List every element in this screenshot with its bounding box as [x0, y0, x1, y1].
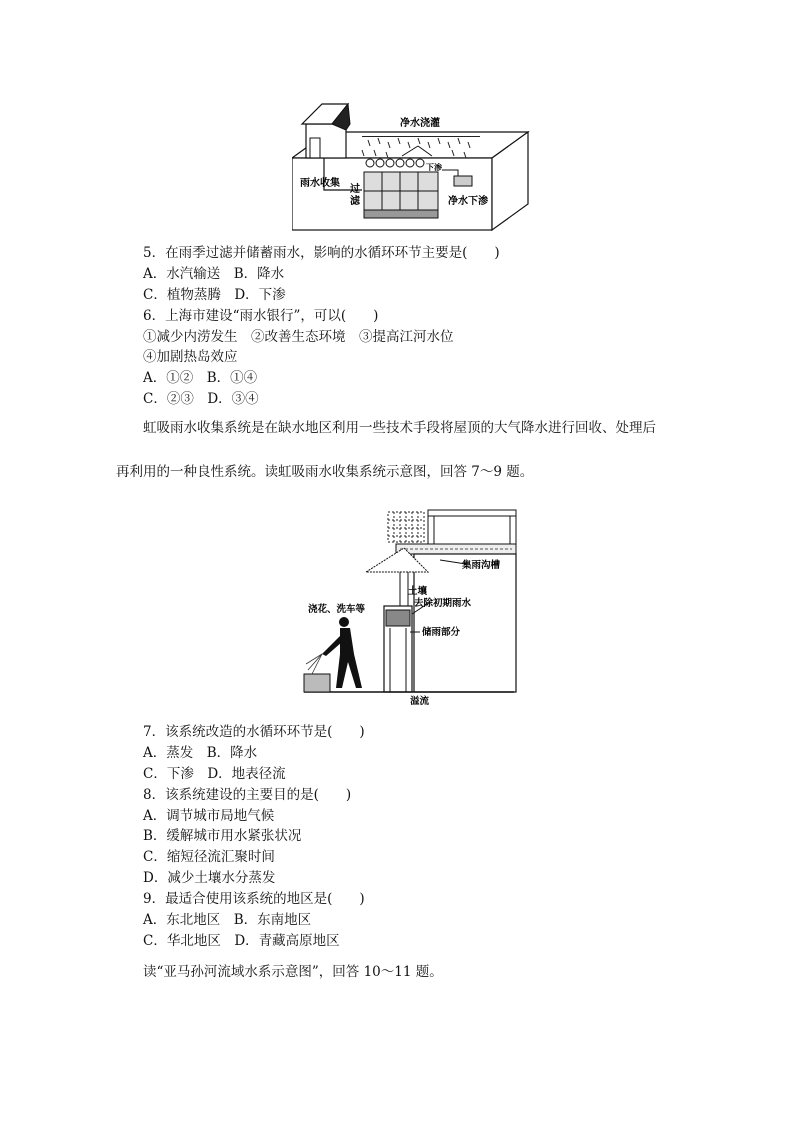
q6-items-2: ④加剧热岛效应	[143, 349, 238, 365]
siphon-rain-diagram	[300, 502, 520, 706]
q5-stem: 5．在雨季过滤并储蓄雨水，影响的水循环环节主要是( )	[143, 245, 500, 261]
q8-stem: 8．该系统建设的主要目的是( )	[143, 787, 352, 803]
label-overflow: 溢流	[410, 696, 430, 706]
label-seep-small: 下渗	[426, 163, 442, 172]
label-filter-2: 滤	[350, 196, 360, 207]
rain-bank-diagram	[292, 100, 532, 232]
label-collect: 雨水收集	[300, 178, 340, 189]
label-seep: 净水下渗	[448, 196, 488, 207]
q8-option-b: B．缓解城市用水紧张状况	[143, 828, 302, 844]
q7-options-2: C．下渗 D．地表径流	[143, 766, 286, 782]
q8-option-a: A．调节城市局地气候	[143, 808, 275, 824]
q9-options-1: A．东北地区 B．东南地区	[143, 912, 312, 928]
label-use: 浇花、洗车等	[308, 604, 366, 615]
q7-stem: 7．该系统改造的水循环环节是( )	[143, 724, 365, 740]
intro-siphon-line2: 再利用的一种良性系统。读虹吸雨水收集系统示意图，回答 7～9 题。	[116, 464, 534, 480]
q6-items-1: ①减少内涝发生 ②改善生态环境 ③提高江河水位	[143, 329, 454, 345]
q8-option-d: D．减少土壤水分蒸发	[143, 870, 276, 886]
q7-options-1: A．蒸发 B．降水	[143, 745, 258, 761]
label-gutter: 集雨沟槽	[462, 560, 501, 571]
q9-stem: 9．最适合使用该系统的地区是( )	[143, 891, 365, 907]
label-soil: 土壤	[408, 586, 428, 597]
intro-siphon-line1: 虹吸雨水收集系统是在缺水地区利用一些技术手段将屋顶的大气降水进行回收、处理后	[143, 420, 656, 436]
intro-amazon: 读“亚马孙河流域水系示意图”，回答 10～11 题。	[143, 964, 443, 980]
label-filter-1: 过	[350, 184, 360, 195]
q8-option-c: C．缩短径流汇聚时间	[143, 849, 275, 865]
label-storage: 储雨部分	[422, 627, 461, 638]
q6-stem: 6．上海市建设“雨水银行”，可以( )	[143, 308, 379, 324]
q5-options-2: C．植物蒸腾 D．下渗	[143, 287, 286, 303]
label-first-rain: 去除初期雨水	[414, 598, 472, 609]
label-irrigation: 净水浇灌	[400, 118, 440, 129]
q5-options-1: A．水汽输送 B．降水	[143, 266, 285, 282]
q6-options-2: C．②③ D．③④	[143, 391, 259, 407]
q9-options-2: C．华北地区 D．青藏高原地区	[143, 933, 340, 949]
q6-options-1: A．①② B．①④	[143, 370, 258, 386]
